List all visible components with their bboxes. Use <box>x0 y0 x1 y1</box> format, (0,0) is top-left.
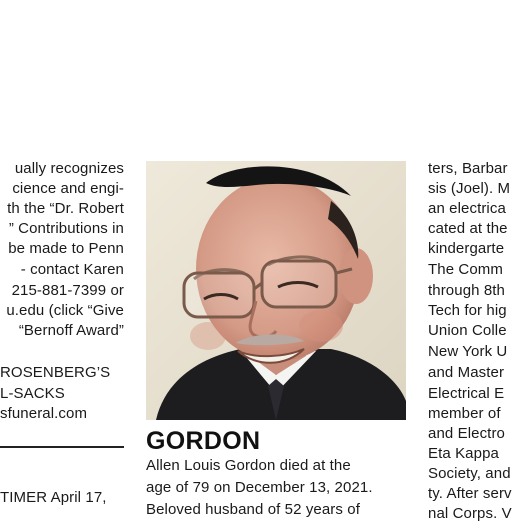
obituary-photo <box>146 161 406 420</box>
funeral-home-name: ROSENBERG’S <box>0 364 111 381</box>
portrait-image <box>146 161 406 420</box>
right-text-line: Eta Kappa <box>428 445 499 462</box>
left-text-line: u.edu (click “Give <box>6 302 124 319</box>
right-text-line: nal Corps. V <box>428 505 512 522</box>
left-text-line: th the “Dr. Robert <box>7 200 124 217</box>
left-text-line: ually recognizes <box>14 160 124 177</box>
left-text-line: “Bernoff Award” <box>18 322 124 339</box>
right-text-line: Electrical E <box>428 385 505 402</box>
left-text-line: cience and engi- <box>12 180 124 197</box>
body-text-line: Beloved husband of 52 years of <box>146 501 360 518</box>
right-column <box>428 0 512 522</box>
body-text-line: Allen Louis Gordon died at the <box>146 457 351 474</box>
right-text-line: Union Colle <box>428 322 507 339</box>
left-text-line: be made to Penn <box>8 240 124 257</box>
right-text-line: New York U <box>428 343 508 360</box>
funeral-home-url: sfuneral.com <box>0 405 88 422</box>
next-entry-line: TIMER April 17, <box>0 489 107 506</box>
middle-column <box>146 0 408 518</box>
right-text-line: ters, Barbar <box>428 160 508 177</box>
right-text-line: and Master <box>428 364 505 381</box>
right-text-line: sis (Joel). M <box>428 180 511 197</box>
right-text-line: and Electro <box>428 425 505 442</box>
right-text-line: The Comm <box>428 261 503 278</box>
right-text-line: Society, and <box>428 465 511 482</box>
section-divider <box>0 446 124 448</box>
funeral-home-name: L-SACKS <box>0 385 65 402</box>
left-text-line: - contact Karen <box>20 261 124 278</box>
left-column <box>0 0 126 512</box>
right-text-line: Tech for hig <box>428 302 507 319</box>
obituary-name-heading: GORDON <box>146 427 261 455</box>
right-text-line: kindergarte <box>428 240 505 257</box>
right-text-line: cated at the <box>428 220 508 237</box>
left-text-line: 215-881-7399 or <box>11 282 124 299</box>
left-text-line: ” Contributions in <box>8 220 124 237</box>
right-text-line: ty. After serv <box>428 485 512 502</box>
right-text-line: an electrica <box>428 200 506 217</box>
right-text-line: through 8th <box>428 282 505 299</box>
body-text-line: age of 79 on December 13, 2021. <box>146 479 373 496</box>
right-text-line: member of <box>428 405 501 422</box>
